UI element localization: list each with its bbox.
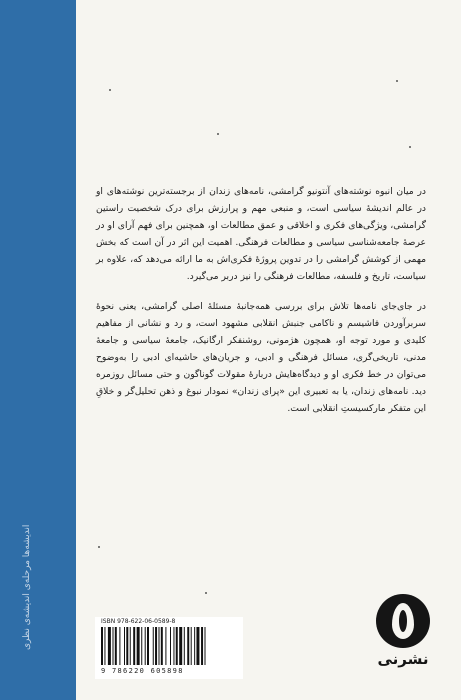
- barcode-bar: [104, 627, 105, 665]
- barcode-bar: [133, 627, 135, 665]
- barcode-bar: [205, 627, 206, 665]
- barcode-bar: [115, 627, 117, 665]
- barcode-bar: [147, 627, 149, 665]
- barcode-bar: [141, 627, 142, 665]
- barcode-bar: [108, 627, 111, 665]
- barcode-bar: [137, 627, 140, 665]
- barcode-bar: [176, 627, 178, 665]
- barcode-bar: [165, 627, 166, 665]
- barcode-digits: 9 786220 605898: [101, 667, 184, 675]
- barcode-bar: [196, 627, 199, 665]
- blue-spine-band: [0, 0, 76, 700]
- barcode-bar: [101, 627, 103, 665]
- barcode-bar: [126, 627, 128, 665]
- speck: [205, 592, 207, 594]
- speck: [109, 89, 111, 91]
- barcode-bar: [159, 627, 160, 665]
- barcode-bar: [119, 627, 120, 665]
- barcode-bar: [145, 627, 146, 665]
- barcode-bar: [113, 627, 114, 665]
- speck: [98, 546, 100, 548]
- publisher-name: نشرنی: [377, 650, 429, 668]
- barcode-bar: [130, 627, 131, 665]
- blurb-text: [96, 183, 426, 430]
- spine-handwriting: اندیشه‌ها مرحله‌ی اندیشه‌ی نظری: [22, 524, 32, 650]
- barcode-bar: [170, 627, 171, 665]
- barcode-bar: [201, 627, 203, 665]
- barcode-bar: [187, 627, 189, 665]
- barcode-bar: [184, 627, 185, 665]
- publisher-logo-icon: [376, 594, 430, 648]
- isbn-label: ISBN 978-622-06-0589-8: [101, 618, 176, 625]
- barcode-bar: [194, 627, 195, 665]
- barcode-bar: [153, 627, 154, 665]
- barcode-bar: [191, 627, 192, 665]
- speck: [217, 133, 219, 135]
- speck: [396, 80, 398, 82]
- barcode-bar: [124, 627, 125, 665]
- barcode-icon: [101, 627, 237, 665]
- isbn-barcode-box: [95, 617, 243, 679]
- blurb-paragraph-2: در جای‌جای نامه‌ها تلاش برای بررسی همه‌جانبهٔ مسئلهٔ اصلی گرامشی، یعنی نحوهٔ سربرآوردن فاشیسم و ناکامی جنبش انقلابی مشهود است، و رد و نشانی از مفاهیم کلیدی و مورد توجه او، همچون هژمونی، روشنفکر ارگانیک، جامعهٔ سیاسی و جامعهٔ مدنی، تاریخی‌گری، مسائل فرهنگی و ادبی، و جریان‌های حاشیه‌ای ادبی را به‌وضوح می‌توان در خط فکری او و دیدگاه‌هایش دربارهٔ مقولات گوناگون و حتی مسائل روزمره دید. نامه‌های زندان، یا به تعبیری این «پرای زندان» نمودار نبوغ و ذهن تحلیل‌گر و خلاقِ این متفکر مارکسیستِ انقلابی است.: [96, 301, 426, 414]
- barcode-bar: [173, 627, 174, 665]
- barcode-bar: [155, 627, 157, 665]
- barcode-bar: [161, 627, 163, 665]
- blurb-paragraph-1: در میان انبوه نوشته‌های آنتونیو گرامشی، نامه‌های زندان از برجسته‌ترین نوشته‌های او در عالم اندیشهٔ سیاسی است، و منبعی مهم و پرارزش برای درک شخصیت راستین گرامشی، ویژگی‌های فکری و اخلاقی و عمق مطالعات او، همچنین برای فهم آرای او در عرصهٔ جامعه‌شناسی سیاسی و مطالعات فرهنگی. اهمیت این اثر در آن است که بخش مهمی از کوشش گرامشی را در تدوین پروژهٔ فکری‌اش به ما ارائه می‌دهد که، علاوه بر سیاست، تاریخ و فلسفه، مطالعات فرهنگی را نیز دربر می‌گیرد.: [96, 186, 426, 282]
- barcode-bar: [179, 627, 182, 665]
- seed-icon: [392, 603, 414, 639]
- speck: [409, 146, 411, 148]
